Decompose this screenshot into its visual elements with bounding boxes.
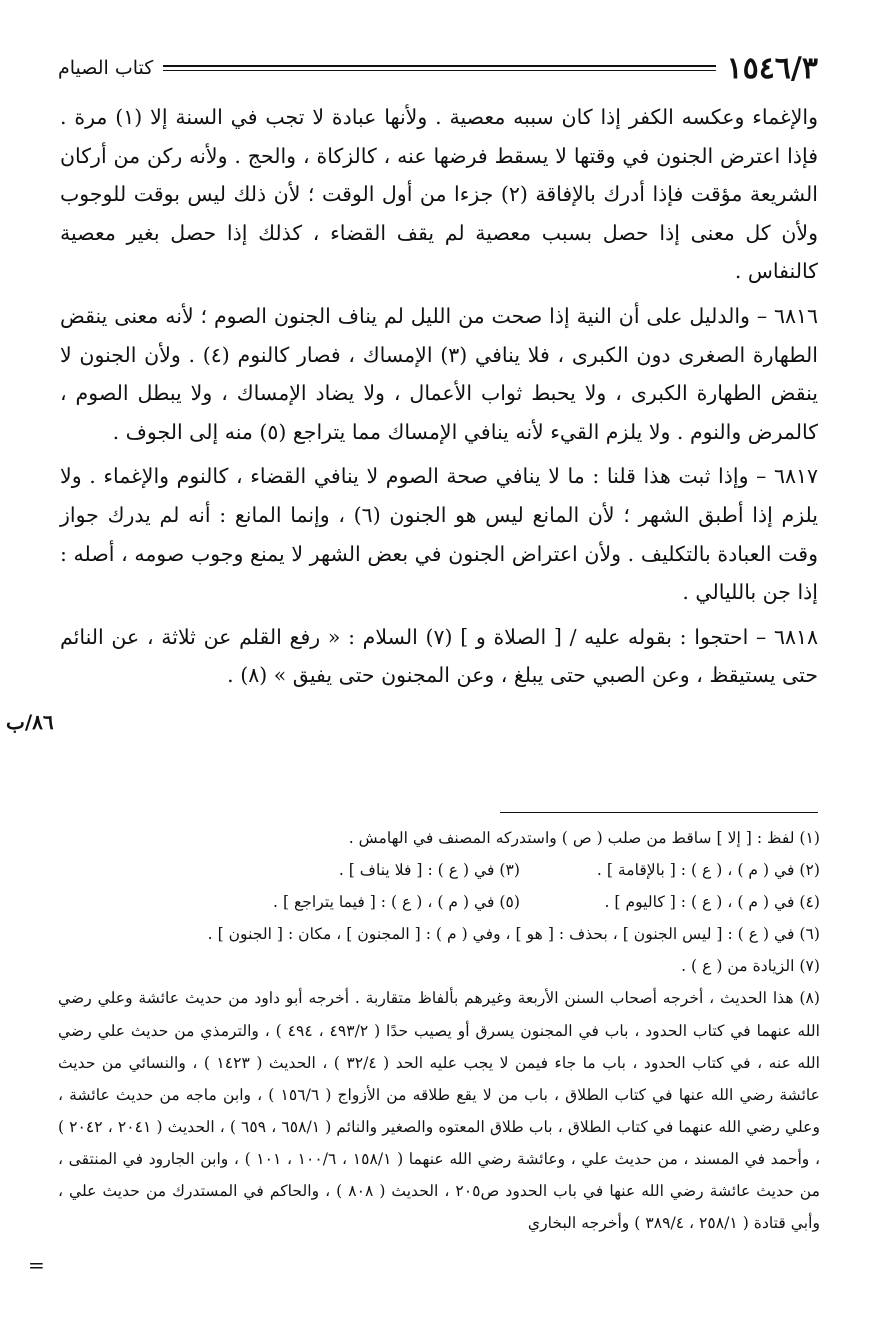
paragraph: ٦٨١٨ – احتجوا : بقوله عليه / [ الصلاة و ] (٧) السلام : « رفع القلم عن ثلاثة ، عن النائم حتى يستيقظ ، وعن الصبي حتى يبلغ ، وعن المجنون حتى يفيق » (٨) .	[60, 624, 819, 688]
footnote-row	[58, 854, 820, 886]
continuation-mark: =	[28, 1253, 45, 1277]
paragraph: والإغماء وعكسه الكفر إذا كان سببه معصية . ولأنها عبادة لا تجب في السنة إلا (١) مرة . فإذا اعترض الجنون في وقتها لا يسقط فرضها عنه ، كالزكاة ، والحج . ولأنه ركن من أركان الشريعة مؤقت فإذا أدرك بالإفاقة (٢) جزءا من أول الوقت ؛ لأن ذلك ليس بوقت للوجوب ولأن كل معنى إذا حصل بسبب معصية لم يقف القضاء ، كذلك إذا حصل بغير معصية كالنفاس .	[60, 105, 818, 284]
footnote: (٥) في ( م ) ، ( ع ) : [ فيما يتراجع ] .	[273, 893, 520, 912]
footnote: (٧) الزيادة من ( ع ) .	[681, 957, 820, 976]
running-header	[58, 48, 818, 88]
footnote-separator	[500, 812, 818, 813]
footnote: (٦) في ( ع ) : [ ليس الجنون ] ، بحذف : [ هو ] ، وفي ( م ) : [ المجنون ] ، مكان : [ الجنون ] .	[207, 925, 820, 944]
footnote-row	[58, 886, 820, 918]
footnote: (٣) في ( ع ) : [ فلا يناف ] .	[338, 861, 520, 880]
main-text	[60, 98, 818, 695]
page-number: ١٥٤٦/٣	[726, 50, 818, 86]
footnote: (٨) هذا الحديث ، أخرجه أصحاب السنن الأربعة وغيرهم بألفاظ متقاربة . أخرجه أبو داود من حديث عائشة وعلي رضي الله عنهما في كتاب الحدود ، باب في المجنون يسرق أو يصيب حدًا ( ٤٩٣/٢ ، ٤٩٤ ) ، والترمذي من حديث علي رضي الله عنه ، في كتاب الحدود ، باب ما جاء فيمن لا يجب عليه الحد ( ٣٢/٤ ) ، الحديث ( ١٤٢٣ ) ، والنسائي من حديث عائشة رضي الله عنها في كتاب الطلاق ، باب من لا يقع طلاقه من الأزواج ( ١٥٦/٦ ) ، وابن ماجه من حديث عائشة ، وعلي رضي الله عنهما في كتاب الطلاق ، باب طلاق المعتوه والصغير والنائم ( ٦٥٨/١ ، ٦٥٩ ) ، الحديث ( ٢٠٤١ ، ٢٠٤٢ ) ، وأحمد في المسند ، من حديث علي ، وعائشة رضي الله عنهما ( ١٥٨/١ ، ١٠٠/٦ ، ١٠١ ) ، وابن الجارود في المنتقى ، من حديث عائشة رضي الله عنها في باب الحدود ص٢٠٥ ، الحديث ( ٨٠٨ ) ، والحاكم في المستدرك من حديث علي ، وأبي قتادة ( ٢٥٨/١ ، ٣٨٩/٤ ) وأخرجه البخاري	[58, 989, 821, 1233]
footnote: (١) لفظ : [ إلا ] ساقط من صلب ( ص ) واستدركه المصنف في الهامش .	[348, 829, 820, 847]
footnotes	[58, 822, 820, 1239]
header-rule	[163, 65, 716, 71]
footnote: (٢) في ( م ) ، ( ع ) : [ بالإقامة ] .	[596, 861, 820, 880]
footnote: (٤) في ( م ) ، ( ع ) : [ كاليوم ] .	[604, 893, 820, 912]
paragraph: ٦٨١٦ – والدليل على أن النية إذا صحت من الليل لم يناف الجنون الصوم ؛ لأنه معنى ينقض الطهارة الصغرى دون الكبرى ، فلا ينافي (٣) الإمساك ، فصار كالنوم (٤) . ولأن الجنون لا ينقض الطهارة الكبرى ، ولا يحبط ثواب الأعمال ، ولا يضاد الإمساك ، ولا يبطل الصوم ، كالمرض والنوم . ولا يلزم القيء لأنه ينافي الإمساك مما يتراجع (٥) منه إلى الجوف .	[60, 303, 818, 444]
book-title: كتاب الصيام	[58, 57, 154, 79]
manuscript-folio-marker: ٨٦/ب	[6, 710, 54, 734]
footnote-long	[58, 982, 820, 1239]
paragraph: ٦٨١٧ – وإذا ثبت هذا قلنا : ما لا ينافي صحة الصوم لا ينافي القضاء ، كالنوم والإغماء . ولا يلزم إذا أطبق الشهر ؛ لأن المانع ليس هو الجنون (٦) ، وإنما المانع : أنه لم يدرك جواز وقت العبادة بالتكليف . ولأن اعتراض الجنون في بعض الشهر لا يمنع وجوب صومه ، أصله : إذا جن بالليالي .	[60, 464, 818, 605]
